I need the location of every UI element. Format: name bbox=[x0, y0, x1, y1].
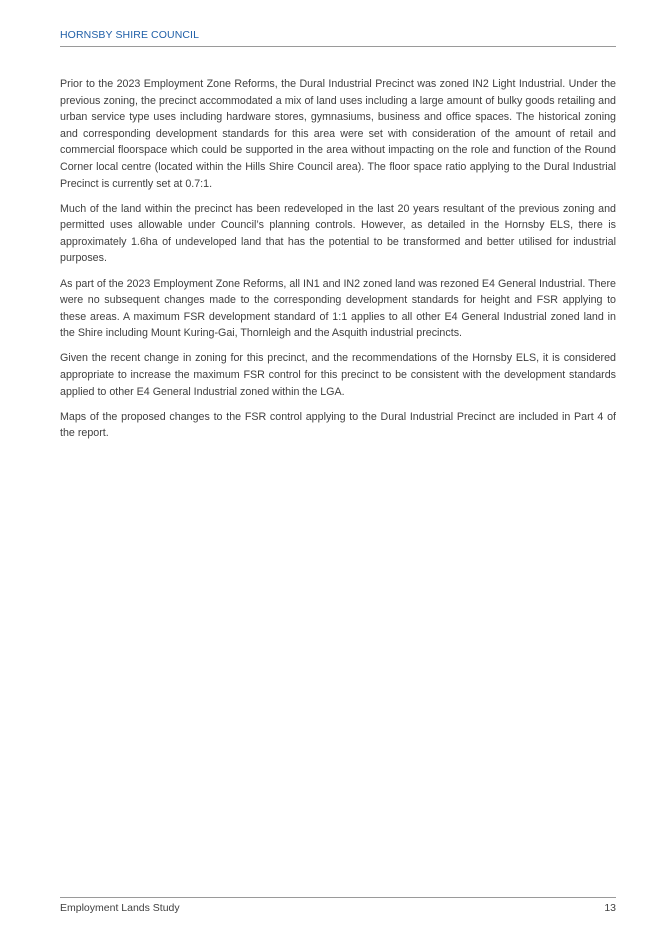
paragraph: Prior to the 2023 Employment Zone Reforms, the Dural Industrial Precinct was zoned IN2 Light Industrial. Under the previous zoning, the precinct accommodated a mix of land uses including a large amount of bulky goods retailing and urban service type uses including hardware stores, gymnasiums, business and office spaces. The historical zoning and corresponding development standards for this area were set with consideration of the amount of retail and commercial floorspace which could be supported in the area without impacting on the role and function of the Round Corner local centre (located within the Hills Shire Council area). The floor space ratio applying to the Dural Industrial Precinct is currently set at 0.7:1. bbox=[60, 78, 616, 190]
page-number: 13 bbox=[604, 902, 616, 914]
footer-document-title: Employment Lands Study bbox=[60, 902, 180, 914]
paragraph: Much of the land within the precinct has been redeveloped in the last 20 years resultant of the previous zoning and permitted uses allowable under Council’s planning controls. However, as detailed in the Hornsby ELS, there is approximately 1.6ha of undeveloped land that has the potential to be transformed and better utilised for industrial purposes. bbox=[60, 202, 616, 265]
header-title: HORNSBY SHIRE COUNCIL bbox=[60, 29, 200, 41]
page-footer bbox=[60, 897, 616, 914]
page-header bbox=[60, 25, 616, 47]
paragraph: Maps of the proposed changes to the FSR control applying to the Dural Industrial Precinct are included in Part 4 of the report. bbox=[60, 410, 616, 440]
paragraph: As part of the 2023 Employment Zone Reforms, all IN1 and IN2 zoned land was rezoned E4 General Industrial. There were no subsequent changes made to the corresponding development standards for height and FSR applying to these areas. A maximum FSR development standard of 1:1 applies to all other E4 General Industrial zoned land in the Shire including Mount Kuring-Gai, Thornleigh and the Asquith industrial precincts. bbox=[60, 277, 616, 340]
body-text bbox=[60, 76, 616, 450]
paragraph: Given the recent change in zoning for this precinct, and the recommendations of the Hornsby ELS, it is considered appropriate to increase the maximum FSR control for this precinct to be consistent with the development standards applied to other E4 General Industrial zoned within the LGA. bbox=[60, 352, 616, 398]
